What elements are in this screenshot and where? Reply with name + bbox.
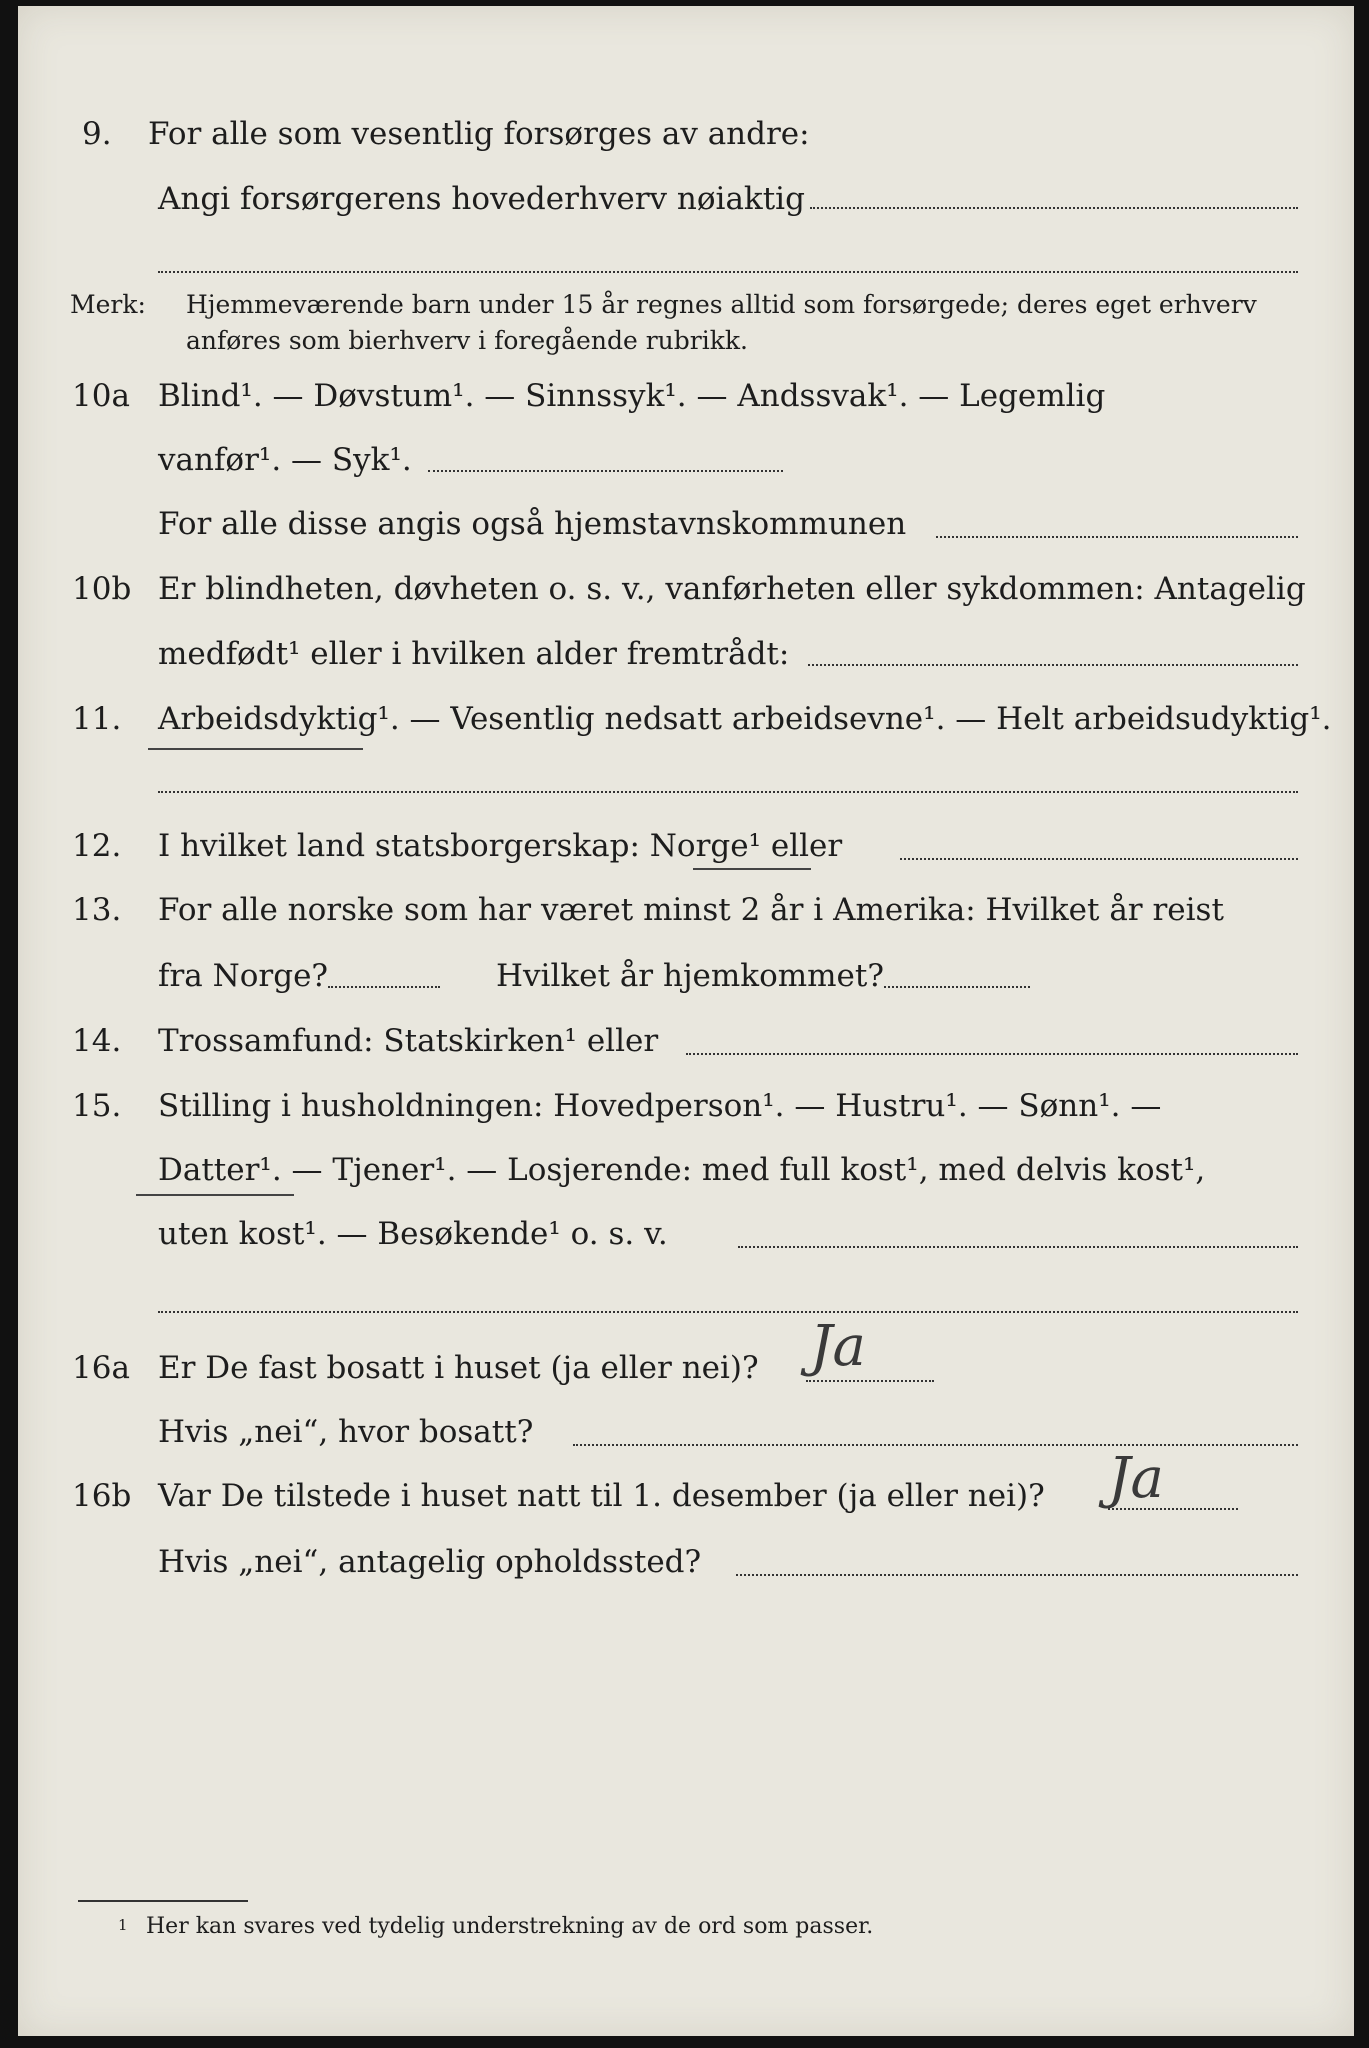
- q13-right-question: Hvilket år hjemkommet?: [496, 958, 884, 994]
- q16a-question-2: Hvis „nei“, hvor bosatt?: [158, 1414, 534, 1450]
- footnote-rule: [78, 1900, 248, 1902]
- q10b-answer-field[interactable]: [808, 664, 1298, 666]
- census-form-page: [18, 6, 1354, 2036]
- q9-number: 9.: [82, 116, 112, 152]
- q13-number: 13.: [72, 892, 122, 928]
- q11-answer-field[interactable]: [158, 791, 1298, 793]
- q16b-whereabouts-field[interactable]: [736, 1574, 1298, 1576]
- q9-answer-field-2[interactable]: [158, 271, 1298, 273]
- q14-number: 14.: [72, 1023, 122, 1059]
- q16a-number: 16a: [72, 1350, 130, 1386]
- q11-number: 11.: [72, 701, 122, 737]
- q15-question-2: Datter¹. — Tjener¹. — Losjerende: med full kost¹, med delvis kost¹,: [158, 1152, 1206, 1188]
- q11-question: Arbeidsdyktig¹. — Vesentlig nedsatt arbeidsevne¹. — Helt arbeidsudyktig¹.: [158, 701, 1332, 737]
- q10b-question-2: medfødt¹ eller i hvilken alder fremtrådt:: [158, 636, 790, 672]
- q13-left-question: fra Norge?: [158, 958, 329, 994]
- q12-question: I hvilket land statsborgerskap: Norge¹ eller: [158, 828, 843, 864]
- q16b-number: 16b: [72, 1478, 132, 1514]
- q9-question: For alle som vesentlig forsørges av andre:: [148, 116, 810, 152]
- q10a-home-municipality-field[interactable]: [936, 536, 1298, 538]
- q9-answer-field[interactable]: [810, 207, 1298, 209]
- merk-text-1: Hjemmeværende barn under 15 år regnes alltid som forsørgede; deres eget erhverv: [186, 290, 1257, 319]
- q16a-answer-field[interactable]: [806, 1380, 934, 1382]
- q15-answer-field[interactable]: [738, 1246, 1298, 1248]
- q15-question-3: uten kost¹. — Besøkende¹ o. s. v.: [158, 1216, 668, 1252]
- q13-year-left-field[interactable]: [328, 986, 440, 988]
- q16a-question: Er De fast bosatt i huset (ja eller nei)?: [158, 1350, 759, 1386]
- q10a-number: 10a: [72, 378, 130, 414]
- q16a-handwritten-answer: Ja: [810, 1314, 866, 1379]
- q12-answer-underline: [693, 868, 811, 870]
- q14-question: Trossamfund: Statskirken¹ eller: [158, 1023, 659, 1059]
- q10b-question: Er blindheten, døvheten o. s. v., vanførheten eller sykdommen: Antagelig: [158, 571, 1306, 607]
- q12-number: 12.: [72, 828, 122, 864]
- q10a-question-3: For alle disse angis også hjemstavnskommunen: [158, 506, 907, 542]
- q15-answer-underline: [136, 1194, 294, 1196]
- q11-answer-underline: [148, 748, 363, 750]
- footnote-mark: 1: [118, 1916, 128, 1934]
- q16a-residence-field[interactable]: [573, 1444, 1298, 1446]
- q10a-question-2: vanfør¹. — Syk¹.: [158, 442, 412, 478]
- q14-answer-field[interactable]: [686, 1053, 1298, 1055]
- footnote-text: Her kan svares ved tydelig understrekning av de ord som passer.: [146, 1914, 874, 1939]
- q13-question: For alle norske som har været minst 2 år i Amerika: Hvilket år reist: [158, 892, 1224, 928]
- merk-text-2: anføres som bierhverv i foregående rubrikk.: [186, 326, 748, 355]
- q13-year-returned-field[interactable]: [884, 986, 1030, 988]
- q9-question-2: Angi forsørgerens hovederhverv nøiaktig: [158, 181, 805, 217]
- merk-label: Merk:: [70, 290, 146, 319]
- q16b-question: Var De tilstede i huset natt til 1. desember (ja eller nei)?: [158, 1478, 1045, 1514]
- q16b-question-2: Hvis „nei“, antagelig opholdssted?: [158, 1544, 702, 1580]
- q15-question: Stilling i husholdningen: Hovedperson¹. — Hustru¹. — Sønn¹. —: [158, 1088, 1162, 1124]
- q10a-question: Blind¹. — Døvstum¹. — Sinnssyk¹. — Andssvak¹. — Legemlig: [158, 378, 1106, 414]
- q10b-number: 10b: [72, 571, 132, 607]
- q15-number: 15.: [72, 1088, 122, 1124]
- q12-answer-field[interactable]: [900, 858, 1298, 860]
- q16b-handwritten-answer: Ja: [1108, 1446, 1164, 1511]
- q10a-answer-field[interactable]: [428, 470, 783, 472]
- q15-answer-field-2[interactable]: [158, 1311, 1298, 1313]
